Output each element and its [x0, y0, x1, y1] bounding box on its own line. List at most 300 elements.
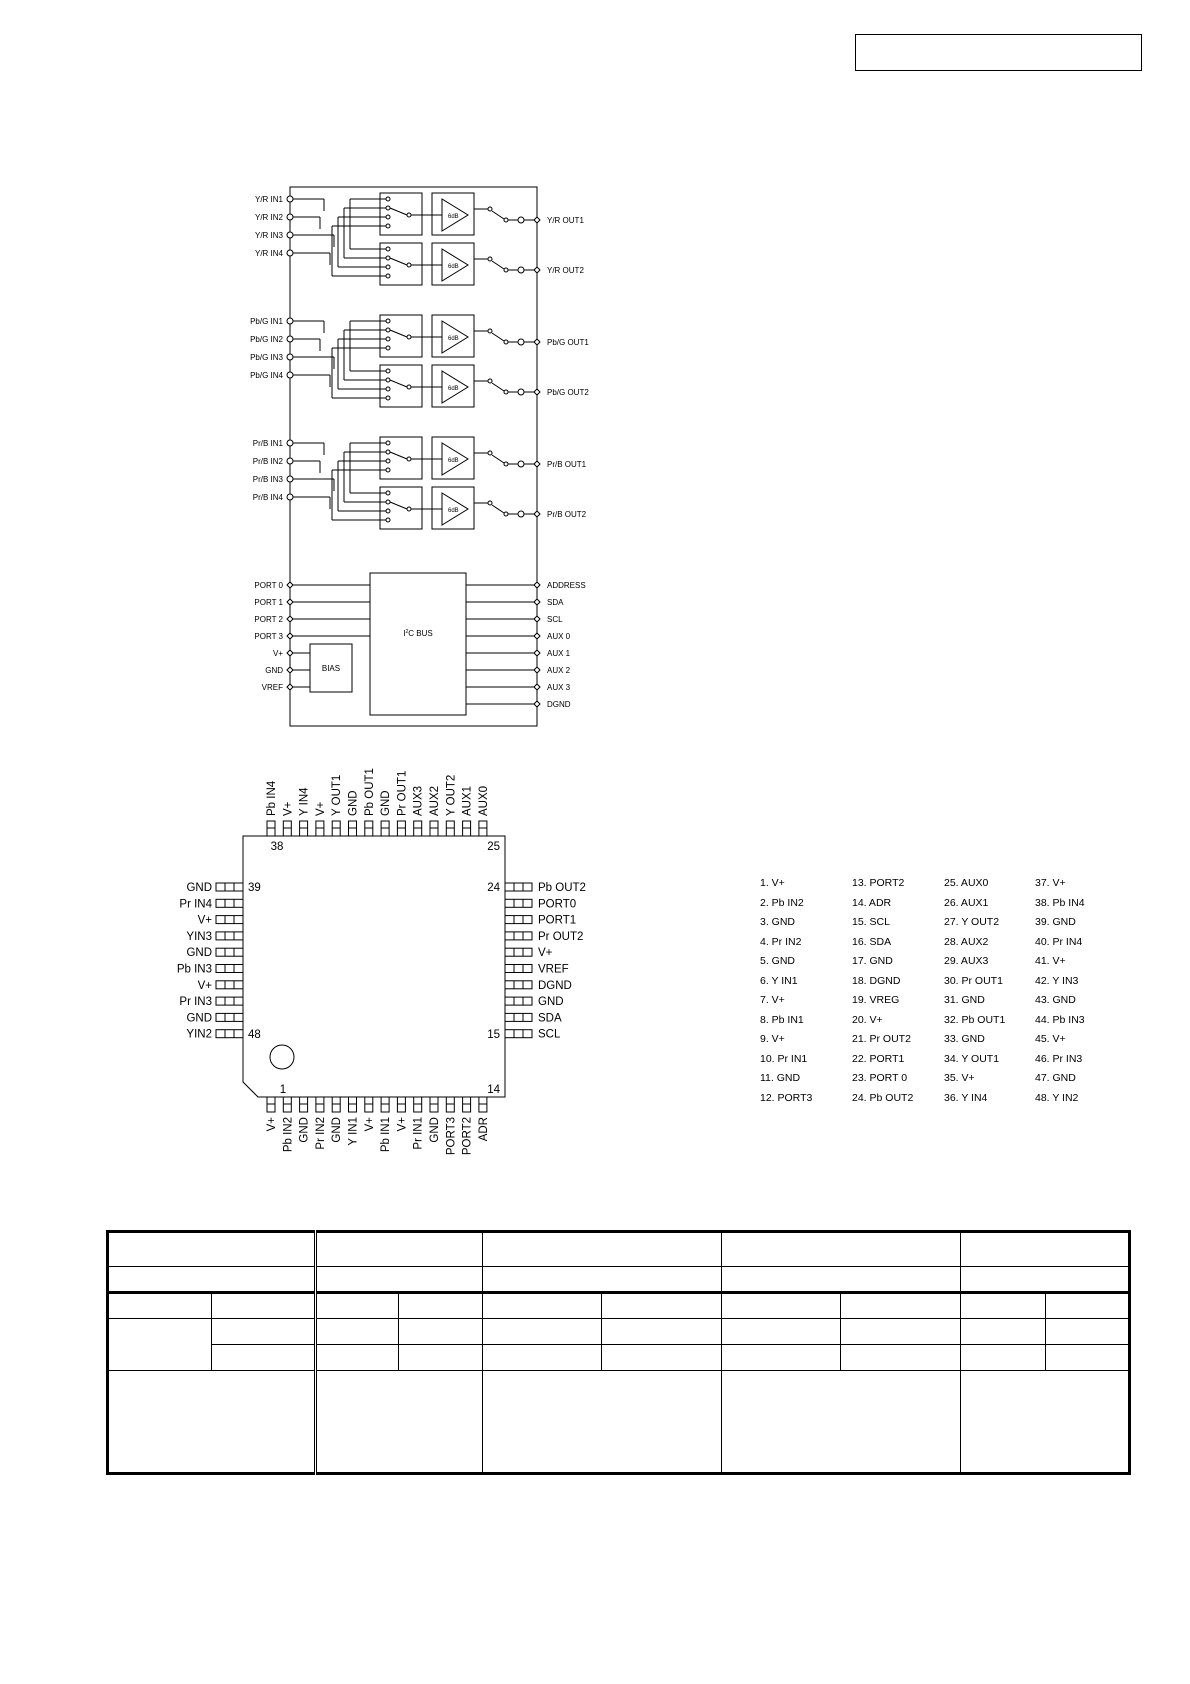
bottom-pin-label: GND	[429, 1117, 441, 1143]
top-pin-label: V+	[282, 801, 295, 816]
right-pin-icon	[534, 582, 540, 588]
pin-entry: 35. V+	[944, 1072, 975, 1084]
right-pin-label: PORT0	[538, 898, 577, 911]
pin-list-column-1	[760, 874, 812, 1108]
switch-contact-icon	[488, 501, 492, 505]
bottom-pin-label: Y IN1	[347, 1117, 360, 1146]
pin-entry: 22. PORT1	[852, 1052, 905, 1065]
input-pin-label: Y/R IN2	[254, 213, 283, 222]
spec-table	[106, 1230, 1131, 1475]
switch-contact-icon	[386, 224, 390, 228]
table-row	[108, 1293, 1130, 1319]
table-cell	[316, 1371, 483, 1474]
table-row	[108, 1232, 1130, 1267]
input-pin-label: Pr/B IN2	[252, 457, 283, 466]
input-pin-icon	[287, 494, 293, 500]
switch-contact-icon	[488, 257, 492, 261]
left-pin-label: V+	[197, 979, 212, 992]
table-cell	[1046, 1345, 1130, 1371]
i2c-bus-block	[370, 573, 466, 715]
input-pin-icon	[287, 318, 293, 324]
switch-contact-icon	[386, 500, 390, 504]
pin-lead	[505, 965, 532, 973]
table-cell	[722, 1319, 841, 1345]
table-cell	[399, 1293, 483, 1319]
block-diagram	[210, 180, 590, 740]
input-pin-icon	[287, 476, 293, 482]
table-cell	[961, 1232, 1130, 1267]
right-pin-icon	[534, 650, 540, 656]
left-pin-label: Pr IN3	[179, 996, 212, 1009]
pin-entry: 47. GND	[1035, 1072, 1076, 1084]
switch-contact-icon	[386, 518, 390, 522]
table-cell	[602, 1293, 722, 1319]
pin-number-label: 39	[248, 882, 261, 894]
right-pin-label: SDA	[538, 1012, 562, 1025]
switch-contact-icon	[386, 256, 390, 260]
switch-contact-icon	[386, 387, 390, 391]
pin-entry: 48. Y IN2	[1035, 1091, 1079, 1104]
pin-entry: 41. V+	[1035, 955, 1066, 967]
output-pin-icon	[534, 217, 540, 223]
switch-contact-icon	[504, 268, 508, 272]
switch-contact-icon	[488, 451, 492, 455]
gain-label: 6dB	[448, 214, 459, 220]
pin-entry: 44. Pb IN3	[1035, 1013, 1085, 1026]
right-pin-label: SDA	[547, 598, 564, 607]
pin-lead	[216, 883, 243, 891]
bottom-pin-label: GND	[331, 1117, 344, 1143]
switch-contact-icon	[386, 274, 390, 278]
table-cell	[212, 1319, 316, 1345]
input-pin-icon	[287, 214, 293, 220]
top-pin-label: Pb OUT1	[363, 768, 376, 816]
bottom-pin-label: V+	[363, 1117, 376, 1132]
header-box	[855, 34, 1142, 71]
table-row	[108, 1319, 1130, 1345]
switch-contact-icon	[386, 509, 390, 513]
pin-number-label: 24	[487, 882, 500, 894]
table-cell	[316, 1293, 399, 1319]
input-pin-icon	[287, 440, 293, 446]
output-node-icon	[518, 339, 524, 345]
input-pin-label: Pr/B IN4	[252, 493, 283, 502]
table-cell	[1046, 1293, 1130, 1319]
switch-contact-icon	[407, 263, 411, 267]
pin-list-column-2	[852, 874, 913, 1108]
table-cell	[108, 1267, 316, 1293]
bottom-pin-label: ADR	[477, 1117, 490, 1142]
pin-entry: 39. GND	[1035, 916, 1076, 928]
pin-entry: 15. SCL	[852, 916, 890, 928]
right-pin-label: PORT1	[538, 914, 577, 927]
switch-contact-icon	[386, 459, 390, 463]
table-cell	[841, 1345, 961, 1371]
bottom-pin-label: GND	[298, 1117, 311, 1143]
left-pin-label: VREF	[261, 683, 283, 692]
switch-contact-icon	[386, 468, 390, 472]
left-pin-icon	[287, 684, 293, 690]
pin-lead	[505, 948, 532, 956]
pin-lead	[216, 899, 243, 907]
pin-list-column-4	[1035, 874, 1085, 1108]
bottom-pin-label: PORT3	[445, 1117, 458, 1156]
top-pin-label: Pr OUT1	[396, 770, 409, 816]
top-pin-label: AUX3	[412, 785, 425, 816]
pin-lead	[216, 981, 243, 989]
output-pin-label: Pr/B OUT1	[547, 460, 587, 469]
pin-entry: 5. GND	[760, 955, 796, 967]
pin-entry: 30. Pr OUT1	[944, 974, 1003, 987]
output-pin-icon	[534, 461, 540, 467]
pin-entry: 12. PORT3	[760, 1091, 813, 1104]
top-pin-label: Y OUT2	[445, 774, 458, 816]
pin-entry: 3. GND	[760, 916, 796, 928]
input-pin-icon	[287, 196, 293, 202]
left-pin-label: Pr IN4	[179, 898, 212, 911]
table-cell	[961, 1345, 1046, 1371]
top-pin-label: GND	[380, 790, 393, 816]
right-pin-label: Pb OUT2	[538, 882, 586, 894]
left-pin-label: V+	[197, 914, 212, 927]
switch-blade	[492, 261, 504, 269]
pin-lead	[216, 916, 243, 924]
right-pin-label: Pr OUT2	[538, 930, 584, 943]
table-cell	[722, 1293, 841, 1319]
table-row	[108, 1267, 1130, 1293]
input-pin-icon	[287, 232, 293, 238]
pin-lead	[216, 965, 243, 973]
switch-contact-icon	[386, 197, 390, 201]
left-pin-icon	[287, 667, 293, 673]
pin-entry: 32. Pb OUT1	[944, 1013, 1006, 1026]
left-pin-label: GND	[186, 882, 212, 894]
pin-lead	[505, 997, 532, 1005]
input-pin-label: Pr/B IN1	[252, 439, 283, 448]
output-pin-icon	[534, 267, 540, 273]
switch-contact-icon	[504, 512, 508, 516]
switch-contact-icon	[407, 213, 411, 217]
input-pin-label: Pr/B IN3	[252, 475, 283, 484]
switch-contact-icon	[488, 379, 492, 383]
switch-contact-icon	[386, 396, 390, 400]
switch-contact-icon	[504, 462, 508, 466]
switch-contact-icon	[504, 340, 508, 344]
right-pin-label: DGND	[538, 979, 572, 992]
left-pin-label: YIN2	[186, 1028, 212, 1041]
bottom-pin-label: V+	[266, 1117, 278, 1132]
input-pin-label: Pb/G IN2	[250, 335, 283, 344]
left-pin-label: PORT 0	[254, 581, 283, 590]
right-pin-label: AUX 2	[547, 666, 571, 675]
pin-lead	[505, 899, 532, 907]
right-pin-icon	[534, 667, 540, 673]
input-pin-label: Pb/G IN1	[250, 317, 283, 326]
left-pin-label: Pb IN3	[176, 963, 212, 976]
pin-entry: 1. V+	[760, 877, 785, 889]
table-cell	[108, 1371, 316, 1474]
pin1-marker-icon	[270, 1045, 294, 1069]
right-pin-label: SCL	[538, 1028, 561, 1041]
bottom-pin-label: Pb IN1	[380, 1117, 393, 1153]
input-pin-icon	[287, 354, 293, 360]
pin-entry: 11. GND	[760, 1072, 801, 1084]
pin-entry: 27. Y OUT2	[944, 916, 1000, 928]
output-pin-label: Y/R OUT1	[547, 216, 584, 225]
pin-entry: 25. AUX0	[944, 877, 989, 889]
pin-lead	[505, 932, 532, 940]
right-pin-label: AUX 3	[547, 683, 571, 692]
switch-contact-icon	[386, 337, 390, 341]
pin-entry: 40. Pr IN4	[1035, 935, 1083, 948]
table-cell	[212, 1293, 316, 1319]
output-node-icon	[518, 389, 524, 395]
left-pin-icon	[287, 582, 293, 588]
bottom-pin-label: Pr IN2	[314, 1117, 327, 1150]
switch-contact-icon	[386, 441, 390, 445]
output-pin-icon	[534, 389, 540, 395]
output-node-icon	[518, 461, 524, 467]
top-pin-label: AUX0	[477, 785, 490, 816]
pin-number-label: 14	[487, 1084, 500, 1096]
input-pin-icon	[287, 372, 293, 378]
switch-contact-icon	[386, 265, 390, 269]
switch-contact-icon	[386, 206, 390, 210]
bottom-pin-label: V+	[396, 1117, 409, 1132]
pin-number-label: 38	[270, 841, 284, 853]
switch-contact-icon	[386, 328, 390, 332]
pin-lead	[216, 997, 243, 1005]
switch-contact-icon	[386, 319, 390, 323]
right-pin-label: V+	[538, 947, 553, 960]
pin-entry: 21. Pr OUT2	[852, 1033, 911, 1045]
left-pin-icon	[287, 599, 293, 605]
switch-blade	[492, 211, 504, 219]
pin-entry: 7. V+	[760, 994, 785, 1006]
pin-entry: 13. PORT2	[852, 877, 905, 889]
table-cell	[316, 1232, 483, 1267]
left-pin-label: V+	[272, 649, 283, 658]
table-cell	[108, 1293, 212, 1319]
input-pin-icon	[287, 458, 293, 464]
table-cell	[961, 1319, 1046, 1345]
pin-entry: 38. Pb IN4	[1035, 896, 1085, 909]
input-pin-label: Y/R IN4	[254, 249, 283, 258]
bottom-pin-label: PORT2	[461, 1117, 474, 1156]
output-pin-label: Pb/G OUT1	[547, 338, 589, 347]
pin-entry: 29. AUX3	[944, 955, 989, 967]
pin-number-label: 1	[279, 1084, 287, 1096]
switch-blade	[492, 455, 504, 463]
right-pin-label: AUX 0	[547, 632, 571, 641]
left-pin-label: GND	[186, 1012, 212, 1025]
output-pin-icon	[534, 339, 540, 345]
pin-entry: 26. AUX1	[944, 896, 989, 909]
pin-entry: 28. AUX2	[944, 935, 989, 948]
table-cell	[316, 1267, 483, 1293]
switch-contact-icon	[407, 507, 411, 511]
right-pin-icon	[534, 701, 540, 707]
table-cell	[483, 1371, 722, 1474]
top-pin-label: AUX1	[461, 785, 474, 816]
pin-entry: 36. Y IN4	[944, 1091, 988, 1104]
top-pin-label: AUX2	[429, 785, 441, 816]
output-node-icon	[518, 267, 524, 273]
bottom-pin-label: Pb IN2	[282, 1117, 295, 1153]
pin-entry: 37. V+	[1035, 877, 1066, 889]
pin-number-label: 25	[487, 841, 500, 853]
left-pin-label: GND	[186, 947, 212, 960]
pin-entry: 46. Pr IN3	[1035, 1052, 1083, 1065]
table-cell	[399, 1345, 483, 1371]
switch-contact-icon	[386, 450, 390, 454]
pin-entry: 2. Pb IN2	[760, 896, 804, 909]
switch-blade	[492, 505, 504, 513]
gain-label: 6dB	[448, 386, 459, 392]
switch-contact-icon	[488, 207, 492, 211]
switch-contact-icon	[386, 247, 390, 251]
switch-contact-icon	[386, 369, 390, 373]
pin-lead	[505, 1030, 532, 1038]
pin-number-label: 48	[248, 1029, 261, 1041]
output-pin-label: Pr/B OUT2	[547, 510, 587, 519]
right-pin-icon	[534, 616, 540, 622]
left-pin-label: PORT 1	[254, 598, 283, 607]
table-cell	[483, 1267, 722, 1293]
table-cell	[316, 1319, 399, 1345]
top-pin-label: V+	[314, 801, 327, 816]
i2c-bus-label: $I^2C$ BUS	[403, 629, 433, 638]
package-pinout	[160, 760, 680, 1190]
pin-entry: 42. Y IN3	[1035, 974, 1079, 987]
table-cell	[483, 1232, 722, 1267]
table-cell	[483, 1319, 602, 1345]
pin-entry: 34. Y OUT1	[944, 1052, 1000, 1065]
pin-lead	[216, 1030, 243, 1038]
right-pin-label: DGND	[547, 700, 571, 709]
pin-entry: 17. GND	[852, 955, 893, 967]
pin-lead	[216, 1013, 243, 1021]
gain-label: 6dB	[448, 458, 459, 464]
output-node-icon	[518, 511, 524, 517]
table-cell	[316, 1345, 399, 1371]
pin-lead	[216, 932, 243, 940]
gain-label: 6dB	[448, 336, 459, 342]
table-cell	[483, 1293, 602, 1319]
pin-entry: 16. SDA	[852, 935, 892, 948]
left-pin-label: GND	[265, 666, 283, 675]
top-pin-label: Pb IN4	[266, 780, 278, 816]
right-pin-label: GND	[538, 996, 564, 1009]
left-pin-icon	[287, 650, 293, 656]
table-cell	[602, 1319, 722, 1345]
pin-entry: 43. GND	[1035, 994, 1076, 1006]
pin-entry: 45. V+	[1035, 1033, 1066, 1045]
pin-entry: 4. Pr IN2	[760, 935, 802, 948]
table-cell	[212, 1345, 316, 1371]
left-pin-icon	[287, 633, 293, 639]
pin-entry: 20. V+	[852, 1013, 883, 1026]
table-cell	[722, 1232, 961, 1267]
table-cell	[961, 1293, 1046, 1319]
switch-contact-icon	[407, 457, 411, 461]
pin-entry: 18. DGND	[852, 974, 901, 987]
output-pin-label: Y/R OUT2	[547, 266, 584, 275]
input-pin-icon	[287, 336, 293, 342]
output-pin-icon	[534, 511, 540, 517]
top-pin-label: Y IN4	[298, 787, 311, 816]
table-row	[108, 1345, 1130, 1371]
pin-entry: 9. V+	[760, 1033, 785, 1045]
left-pin-icon	[287, 616, 293, 622]
switch-contact-icon	[386, 378, 390, 382]
pin-entry: 31. GND	[944, 994, 985, 1006]
pin-entry: 23. PORT 0	[852, 1072, 908, 1084]
table-cell	[1046, 1319, 1130, 1345]
pin-entry: 33. GND	[944, 1033, 985, 1045]
bottom-pin-label: Pr IN1	[412, 1117, 425, 1150]
pin-entry: 10. Pr IN1	[760, 1052, 808, 1065]
pin-lead	[505, 916, 532, 924]
pin-lead	[505, 883, 532, 891]
input-pin-icon	[287, 250, 293, 256]
table-cell	[961, 1267, 1130, 1293]
pin-entry: 14. ADR	[852, 896, 892, 909]
table-cell	[722, 1345, 841, 1371]
table-cell	[961, 1371, 1130, 1474]
left-pin-label: YIN3	[186, 930, 212, 943]
right-pin-label: AUX 1	[547, 649, 571, 658]
table-cell	[722, 1371, 961, 1474]
input-pin-label: Y/R IN1	[254, 195, 283, 204]
gain-label: 6dB	[448, 264, 459, 270]
table-cell	[602, 1345, 722, 1371]
right-pin-label: SCL	[547, 615, 563, 624]
pin-entry: 19. VREG	[852, 994, 900, 1006]
top-pin-label: GND	[347, 790, 360, 816]
pin-entry: 8. Pb IN1	[760, 1013, 804, 1026]
input-pin-label: Y/R IN3	[254, 231, 283, 240]
table-cell	[108, 1319, 212, 1371]
switch-contact-icon	[407, 385, 411, 389]
left-pin-label: PORT 2	[254, 615, 283, 624]
switch-contact-icon	[386, 346, 390, 350]
table-cell	[841, 1319, 961, 1345]
right-pin-label: VREF	[538, 963, 569, 976]
switch-blade	[492, 383, 504, 391]
output-pin-label: Pb/G OUT2	[547, 388, 589, 397]
input-pin-label: Pb/G IN4	[250, 371, 283, 380]
pin-number-label: 15	[487, 1029, 500, 1041]
pin-entry: 6. Y IN1	[760, 974, 798, 987]
table-cell	[483, 1345, 602, 1371]
table-row	[108, 1371, 1130, 1474]
pin-lead	[216, 948, 243, 956]
pin-lead	[505, 1013, 532, 1021]
switch-contact-icon	[504, 218, 508, 222]
output-node-icon	[518, 217, 524, 223]
right-pin-label: ADDRESS	[547, 581, 586, 590]
switch-contact-icon	[386, 215, 390, 219]
gain-label: 6dB	[448, 508, 459, 514]
right-pin-icon	[534, 684, 540, 690]
right-pin-icon	[534, 633, 540, 639]
bias-label: BIAS	[321, 664, 341, 673]
switch-contact-icon	[504, 390, 508, 394]
table-cell	[841, 1293, 961, 1319]
table-cell	[108, 1232, 316, 1267]
left-pin-label: PORT 3	[254, 632, 283, 641]
